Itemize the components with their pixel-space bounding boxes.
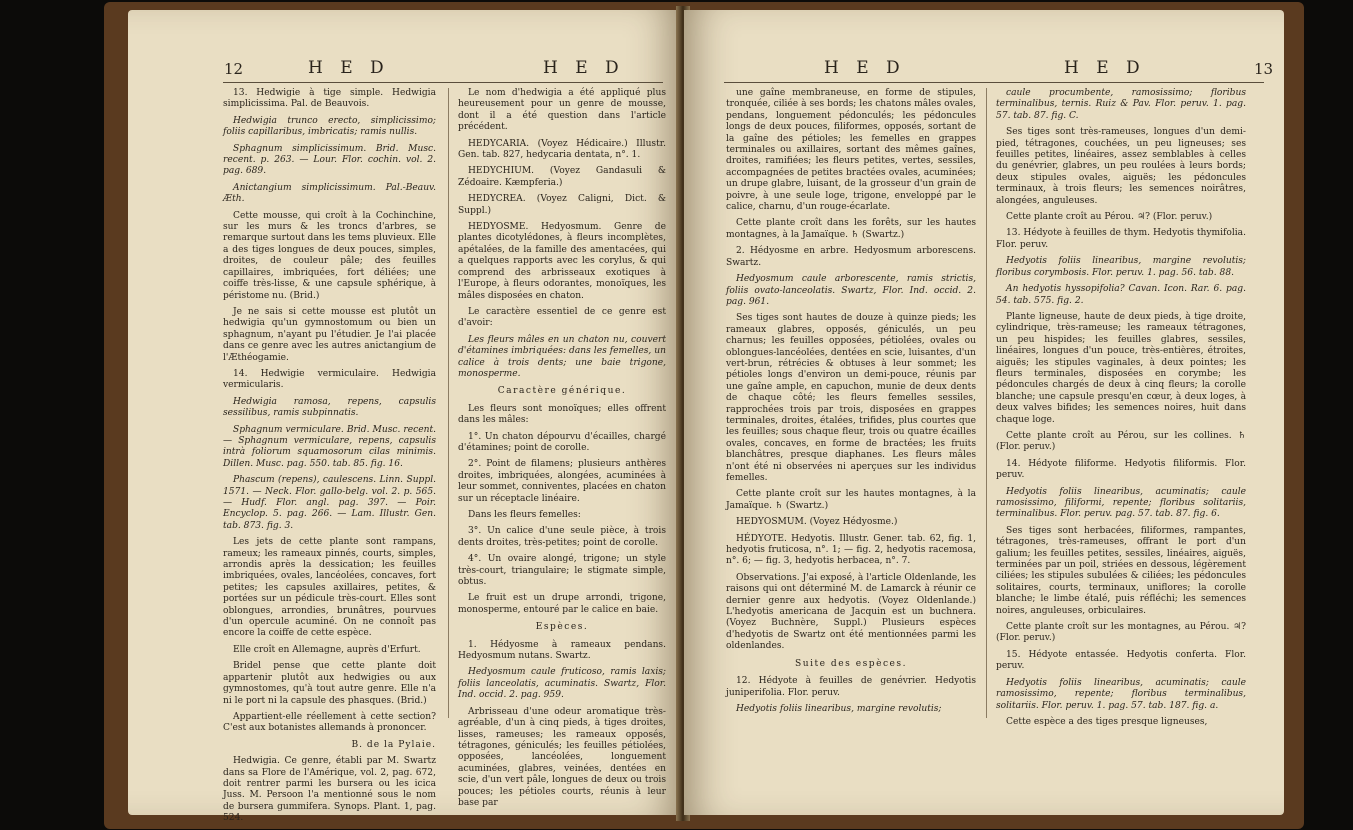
paragraph: Espèces. bbox=[535, 622, 589, 633]
paragraph: 1. Hédyosme à rameaux pendans. Hedyosmum nutans. Swartz. bbox=[458, 639, 666, 662]
paragraph: An hedyotis hyssopifolia? Cavan. Icon. Rar. 6. pag. 54. tab. 575. fig. 2. bbox=[996, 284, 1246, 306]
text-column-1 bbox=[726, 88, 976, 720]
paragraph: Le nom d'hedwigia a été appliqué plus heureusement pour un genre de mousse, dont il a été question dans l'article précédent. bbox=[458, 88, 666, 133]
paragraph: Hedyotis foliis linearibus, margine revolutis; floribus corymbosis. Flor. peruv. 1. pag. 56. tab. 88. bbox=[996, 256, 1246, 278]
paragraph: 12. Hédyote à feuilles de genévrier. Hedyotis juniperifolia. Flor. peruv. bbox=[726, 676, 976, 698]
text-column-2 bbox=[996, 88, 1246, 733]
paragraph: Le caractère essentiel de ce genre est d'avoir: bbox=[458, 306, 666, 329]
paragraph: 3°. Un calice d'une seule pièce, à trois dents droites, très-petites; point de corolle. bbox=[458, 526, 666, 548]
column-divider bbox=[986, 88, 987, 718]
paragraph: 2°. Point de filamens; plusieurs anthères droites, imbriquées, alongées, acuminées à leur sommet, conniventes, placées en chaton sur un réceptacle linéaire. bbox=[458, 459, 666, 504]
paragraph: Ses tiges sont très-rameuses, longues d'un demi-pied, tétragones, couchées, un peu ligneuses; ses feuilles petites, linéaires, assez semblables à celles du genévrier, glabres, un peu roulées à leurs bords; deux stipules ovales, aiguës; les pédoncules terminaux, à trois fleurs; les semences noirâtres, alongées, anguleuses. bbox=[996, 127, 1246, 206]
running-header-right: H E D bbox=[1064, 58, 1146, 78]
paragraph: Hedyosmum caule arborescente, ramis strictis, foliis ovato-lanceolatis. Swartz, Flor. Ind. occid. 2. pag. 961. bbox=[726, 274, 976, 307]
paragraph: 15. Hédyote entassée. Hedyotis conferta. Flor. peruv. bbox=[996, 649, 1246, 672]
paragraph: Plante ligneuse, haute de deux pieds, à tige droite, cylindrique, très-rameuse; les rameaux tétragones, un peu hispides; les feuilles glabres, sessiles, linéaires, longues d'un pouce, très-entières, étroites, aiguës; les stipules vaginales, à deux pointes; les fleurs terminales, disposées en corymbe; les pédoncules chargés de deux à cinq fleurs; la corolle blanche; une capsule presqu'en cœur, à deux loges, à deux valves bifides; les semences noires, huit dans chaque loge. bbox=[996, 311, 1246, 425]
header-rule bbox=[223, 82, 663, 83]
paragraph: Observations. J'ai exposé, à l'article Oldenlande, les raisons qui ont déterminé M. de Lamarck à réunir ce dernier genre aux hedyotis. (Voyez Oldenlande.) L'hedyotis americana de Jacquin est un buchnera. (Voyez Buchnère, Suppl.) Plusieurs espèces d'hedyotis de Swartz ont été mentionnées parmi les oldenlandes. bbox=[726, 572, 976, 652]
text-column-2 bbox=[458, 88, 666, 814]
paragraph: Dans les fleurs femelles: bbox=[468, 510, 581, 520]
paragraph: Cette plante croît sur les montagnes, au Pérou. ♃? (Flor. peruv.) bbox=[996, 622, 1246, 644]
paragraph: Sphagnum vermiculare. Brid. Musc. recent. — Sphagnum vermiculare, repens, capsulis intrà foliorum squamosorum cilas minimis. Dillen. Musc. pag. 550. tab. 85. fig. 16. bbox=[223, 424, 436, 469]
paragraph: Hedyosmum caule fruticoso, ramis laxis; foliis lanceolatis, acuminatis. Swartz, Flor. Ind. occid. 2. pag. 959. bbox=[458, 667, 666, 701]
paragraph: Les fleurs sont monoïques; elles offrent dans les mâles: bbox=[458, 403, 666, 426]
paragraph: une gaîne membraneuse, en forme de stipules, tronquée, ciliée à ses bords; les chatons mâles ovales, pendans, longuement pédonculés; les pédoncules longs de deux pouces, filiformes, opposés, sortant de la gaîne des pétioles; les femelles en grappes terminales ou axillaires, sortant des mêmes gaînes, droites, ramifiées; les fleurs petites, vertes, sessiles, accompagnées de petites bractées ovales, acuminées; un drupe glabre, luisant, de la grosseur d'un grain de poivre, à une seule loge, trigone, enveloppé par le calice, charnu, d'un rouge-écarlate. bbox=[726, 88, 976, 213]
paragraph: 13. Hédyote à feuilles de thym. Hedyotis thymifolia. Flor. peruv. bbox=[996, 228, 1246, 250]
paragraph: Cette plante croît au Pérou. ♃? (Flor. peruv.) bbox=[1006, 212, 1213, 223]
paragraph: HEDYCARIA. (Voyez Hédicaire.) Illustr. Gen. tab. 827, hedycaria dentata, n°. 1. bbox=[458, 138, 666, 161]
left-page bbox=[128, 10, 680, 824]
header-rule bbox=[724, 82, 1264, 83]
paragraph: HÉDYOTE. Hedyotis. Illustr. Gener. tab. 62, fig. 1, hedyotis fruticosa, n°. 1; — fig. 2, hedyotis racemosa, n°. 6; — fig. 3, hedyotis herbacea, n°. 7. bbox=[726, 533, 976, 567]
paragraph: 1°. Un chaton dépourvu d'écailles, chargé d'étamines; point de corolle. bbox=[458, 431, 666, 453]
paragraph: Cette mousse, qui croît à la Cochinchine, sur les murs & les troncs d'arbres, se remarque surtout dans les tems pluvieux. Elle a des tiges longues de deux pouces, simples, droites, de couleur pâle; des feuilles capillaires, imbriquées, fort déliées; une coiffe très-lisse, & une capsule sphérique, à péristome nu. (Brid.) bbox=[223, 210, 436, 301]
paragraph: Cette plante croît au Pérou, sur les collines. ♄ (Flor. peruv.) bbox=[996, 430, 1246, 453]
paragraph: Phascum (repens), caulescens. Linn. Suppl. 1571. — Neck. Flor. gallo-belg. vol. 2. p. 565. — Hudf. Flor. angl. pag. 397. — Poir. Encyclop. 5. pag. 266. — Lam. Illustr. Gen. tab. 873. fig. 3. bbox=[223, 475, 436, 531]
running-header-left: H E D bbox=[308, 58, 390, 78]
running-header-right: H E D bbox=[543, 58, 625, 78]
paragraph: 14. Hedwigie vermiculaire. Hedwigia vermicularis. bbox=[223, 368, 436, 391]
paragraph: HEDYOSMUM. (Voyez Hédyosme.) bbox=[736, 517, 898, 528]
paragraph: HEDYCREA. (Voyez Caligni, Dict. & Suppl.) bbox=[458, 194, 666, 216]
paragraph: 14. Hédyote filiforme. Hedyotis filiformis. Flor. peruv. bbox=[996, 458, 1246, 481]
paragraph: 13. Hedwigie à tige simple. Hedwigia simplicissima. Pal. de Beauvois. bbox=[223, 88, 436, 110]
running-header-left: H E D bbox=[824, 58, 906, 78]
paragraph: Je ne sais si cette mousse est plutôt un hedwigia qu'un gymnostomum ou bien un sphagnum, n'ayant pu l'étudier. Je l'ai placée dans ce genre avec les autres anictangium de l'Æthéogamie. bbox=[223, 306, 436, 363]
paragraph: HEDYOSME. Hedyosmum. Genre de plantes dicotylédones, à fleurs incomplètes, apétalées, de la famille des amentacées, qui a quelques rapports avec les corylus, & qui comprend des arbrisseaux exotiques à l'Europe, à fleurs odorantes, monoïques, les mâles disposées en chaton. bbox=[458, 222, 666, 301]
paragraph: Hedyotis foliis linearibus, acuminatis; caule ramosissimo, filiformi, repente; floribus solitariis, terminalibus. Flor. peruv. pag. 57. tab. 87. fig. 6. bbox=[996, 486, 1246, 520]
paragraph: Hedyotis foliis linearibus, margine revolutis; bbox=[736, 703, 942, 714]
page-number: 12 bbox=[224, 60, 244, 78]
paragraph: Hedwigia. Ce genre, établi par M. Swartz dans sa Flore de l'Amérique, vol. 2, pag. 672, doit rentrer parmi les bursera ou les icica Juss. M. Persoon l'a mentionné sous le nom de bursera gummifera. Synops. Plant. 1, pag. 524. bbox=[223, 756, 436, 824]
paragraph: Arbrisseau d'une odeur aromatique très-agréable, d'un à cinq pieds, à tiges droites, lisses, rameuses; les rameaux opposés, tétragones, géniculés; les feuilles pétiolées, opposées, lancéolées, longuement acuminées, glabres, veinées, dentées en scie, d'un vert pâle, longues de deux ou trois pouces; les pétioles courts, réunis à leur base par bbox=[458, 706, 666, 808]
paragraph: Ses tiges sont hautes de douze à quinze pieds; les rameaux glabres, opposés, géniculés, un peu charnus; les feuilles opposées, pétiolées, ovales ou oblongues-lancéolées, dentées en scie, luisantes, d'un vert-brun, rétrécies & obtuses à leur sommet; les pétioles longs d'environ un demi-pouce, réunis par une gaîne ample, en capuchon, munie de deux dents de chaque côté; les fleurs femelles sessiles, rapprochées trois par trois, disposées en grappes terminales, droites, étalées, trifides, plus courtes que les feuilles; sous chaque fleur, trois ou quatre écailles ovales, concaves, en forme de bractées; les fruits blanchâtres, presque diaphanes. Les fleurs mâles n'ont été ni observées ni aperçues sur les individus femelles. bbox=[726, 313, 976, 483]
paragraph: Le fruit est un drupe arrondi, trigone, monosperme, entouré par le calice en baie. bbox=[458, 593, 666, 615]
paragraph: Hedwigia trunco erecto, simplicissimo; foliis capillaribus, imbricatis; ramis nullis. bbox=[223, 115, 436, 138]
paragraph: Cette plante croît sur les hautes montagnes, à la Jamaïque. ♄ (Swartz.) bbox=[726, 489, 976, 511]
paragraph: Hedwigia ramosa, repens, capsulis sessilibus, ramis subpinnatis. bbox=[223, 396, 436, 419]
paragraph: Caractère générique. bbox=[497, 386, 627, 397]
paragraph: Cette plante croît dans les forêts, sur les hautes montagnes, à la Jamaïque. ♄ (Swartz.) bbox=[726, 218, 976, 240]
paragraph: Suite des espèces. bbox=[795, 658, 907, 669]
paragraph: Sphagnum simplicissimum. Brid. Musc. recent. p. 263. — Lour. Flor. cochin. vol. 2. pag. 689. bbox=[223, 143, 436, 177]
text-column-1 bbox=[223, 88, 436, 830]
paragraph: caule procumbente, ramosissimo; floribus terminalibus, ternis. Ruiz & Pav. Flor. peruv. 1. pag. 57. tab. 87. fig. C. bbox=[996, 88, 1246, 121]
right-page bbox=[684, 10, 1284, 815]
paragraph: Cette espèce a des tiges presque ligneuses, bbox=[1006, 716, 1208, 727]
paragraph: Elle croît en Allemagne, auprès d'Erfurt. bbox=[233, 644, 421, 655]
paragraph: Les fleurs mâles en un chaton nu, couvert d'étamines imbriquées: dans les femelles, un calice à trois dents; une baie trigone, monosperme. bbox=[458, 334, 666, 379]
page-number: 13 bbox=[1254, 60, 1274, 78]
paragraph: 4°. Un ovaire alongé, trigone; un style très-court, triangulaire; le stigmate simple, obtus. bbox=[458, 554, 666, 588]
column-divider bbox=[448, 88, 449, 718]
paragraph: B. de la Pylaie. bbox=[351, 739, 436, 750]
paragraph: Bridel pense que cette plante doit appartenir plutôt aux hedwigies ou aux gymnostomes, qu'à tout autre genre. Elle n'a ni le port ni la capsule des phasques. (Brid.) bbox=[223, 661, 436, 706]
paragraph: 2. Hédyosme en arbre. Hedyosmum arborescens. Swartz. bbox=[726, 246, 976, 268]
paragraph: Ses tiges sont herbacées, filiformes, rampantes, tétragones, très-rameuses, offrant le port d'un galium; les feuilles petites, sessiles, linéaires, aiguës, terminées par un poil, striées en dessous, légèrement ciliées; les stipules subulées & ciliées; les pédoncules solitaires, courts, terminaux, uniflores; la corolle blanche; le limbe étalé, puis réfléchi; les semences noires, anguleuses, orbiculaires. bbox=[996, 525, 1246, 616]
paragraph: Hedyotis foliis linearibus, acuminatis; caule ramosissimo, repente; floribus terminalibus, solitariis. Flor. peruv. 1. pag. 57. tab. 187. fig. a. bbox=[996, 677, 1246, 711]
paragraph: HEDYCHIUM. (Voyez Gandasuli & Zédoaire. Kæmpferia.) bbox=[458, 166, 666, 188]
paragraph: Anictangium simplicissimum. Pal.-Beauv. Æth. bbox=[223, 182, 436, 205]
paragraph: Les jets de cette plante sont rampans, rameux; les rameaux pinnés, courts, simples, arrondis après la dessication; les feuilles imbriquées, ovales, lancéolées, concaves, fort petites; les capsules axillaires, petites, & portées sur un pédicule très-court. Elles sont oblongues, arrondies, brunâtres, pourvues d'un opercule acuminé. On ne connoît pas encore la coiffe de cette espèce. bbox=[223, 537, 436, 639]
paragraph: Appartient-elle réellement à cette section? C'est aux botanistes allemands à prononcer. bbox=[223, 711, 436, 734]
